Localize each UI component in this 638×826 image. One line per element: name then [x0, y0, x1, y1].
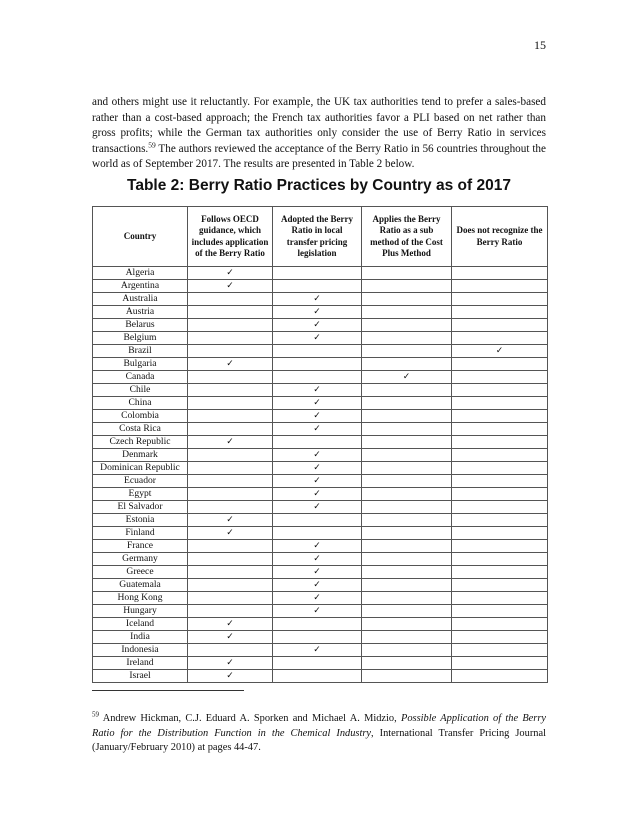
empty-cell: [362, 488, 452, 501]
table-row: [93, 306, 548, 319]
empty-cell: [188, 566, 273, 579]
empty-cell: [362, 384, 452, 397]
empty-cell: [452, 475, 548, 488]
empty-cell: [188, 488, 273, 501]
empty-cell: [362, 319, 452, 332]
header-cost-plus-submethod: Applies the Berry Ratio as a sub method of the Cost Plus Method: [362, 207, 452, 267]
empty-cell: [362, 631, 452, 644]
footnote-authors: Andrew Hickman, C.J. Eduard A. Sporken and Michael A. Midzio,: [99, 713, 401, 724]
check-mark-cell: ✓: [273, 605, 362, 618]
table-row: [93, 566, 548, 579]
empty-cell: [452, 540, 548, 553]
country-cell: Bulgaria: [93, 358, 188, 371]
country-cell: Belgium: [93, 332, 188, 345]
check-mark-cell: ✓: [273, 475, 362, 488]
table-row: [93, 488, 548, 501]
country-cell: China: [93, 397, 188, 410]
empty-cell: [452, 449, 548, 462]
empty-cell: [452, 514, 548, 527]
table-row: [93, 475, 548, 488]
table-row: [93, 332, 548, 345]
empty-cell: [273, 358, 362, 371]
table-row: [93, 540, 548, 553]
table-row: [93, 280, 548, 293]
empty-cell: [452, 332, 548, 345]
empty-cell: [273, 527, 362, 540]
table-row: [93, 657, 548, 670]
empty-cell: [188, 423, 273, 436]
empty-cell: [452, 397, 548, 410]
country-cell: Indonesia: [93, 644, 188, 657]
empty-cell: [188, 397, 273, 410]
table-row: [93, 527, 548, 540]
table-row: [93, 501, 548, 514]
country-cell: Chile: [93, 384, 188, 397]
country-cell: Germany: [93, 553, 188, 566]
table-row: [93, 644, 548, 657]
check-mark-cell: ✓: [273, 449, 362, 462]
check-mark-cell: ✓: [188, 280, 273, 293]
check-mark-cell: ✓: [273, 319, 362, 332]
table-body: [93, 267, 548, 683]
body-paragraph: [92, 95, 546, 173]
check-mark-cell: ✓: [188, 631, 273, 644]
check-mark-cell: ✓: [273, 488, 362, 501]
check-mark-cell: ✓: [273, 410, 362, 423]
empty-cell: [362, 345, 452, 358]
table-row: [93, 345, 548, 358]
empty-cell: [452, 566, 548, 579]
header-country: Country: [93, 207, 188, 267]
table-row: [93, 631, 548, 644]
check-mark-cell: ✓: [273, 540, 362, 553]
empty-cell: [452, 579, 548, 592]
table-row: [93, 553, 548, 566]
footnote-title: Possible Application of the Berry Ratio for the Distribution Function in the Chemical Industry: [92, 713, 546, 739]
country-cell: Canada: [93, 371, 188, 384]
empty-cell: [452, 306, 548, 319]
empty-cell: [452, 293, 548, 306]
check-mark-cell: ✓: [273, 384, 362, 397]
empty-cell: [452, 527, 548, 540]
empty-cell: [188, 410, 273, 423]
table-row: [93, 449, 548, 462]
empty-cell: [188, 293, 273, 306]
empty-cell: [452, 488, 548, 501]
table-row: [93, 267, 548, 280]
empty-cell: [188, 371, 273, 384]
empty-cell: [452, 319, 548, 332]
empty-cell: [188, 592, 273, 605]
empty-cell: [273, 657, 362, 670]
country-cell: Greece: [93, 566, 188, 579]
empty-cell: [452, 423, 548, 436]
empty-cell: [188, 579, 273, 592]
empty-cell: [362, 644, 452, 657]
check-mark-cell: ✓: [188, 618, 273, 631]
check-mark-cell: ✓: [362, 371, 452, 384]
empty-cell: [188, 553, 273, 566]
empty-cell: [188, 475, 273, 488]
country-cell: Colombia: [93, 410, 188, 423]
empty-cell: [188, 449, 273, 462]
country-cell: Denmark: [93, 449, 188, 462]
empty-cell: [452, 358, 548, 371]
empty-cell: [362, 579, 452, 592]
check-mark-cell: ✓: [273, 423, 362, 436]
table-header-row: [93, 207, 548, 267]
empty-cell: [362, 618, 452, 631]
empty-cell: [188, 306, 273, 319]
empty-cell: [452, 618, 548, 631]
empty-cell: [273, 631, 362, 644]
check-mark-cell: ✓: [273, 332, 362, 345]
empty-cell: [362, 514, 452, 527]
table-row: [93, 462, 548, 475]
country-cell: Costa Rica: [93, 423, 188, 436]
empty-cell: [362, 423, 452, 436]
check-mark-cell: ✓: [188, 358, 273, 371]
empty-cell: [188, 462, 273, 475]
empty-cell: [362, 358, 452, 371]
empty-cell: [362, 605, 452, 618]
empty-cell: [362, 397, 452, 410]
empty-cell: [362, 462, 452, 475]
table-row: [93, 384, 548, 397]
table-row: [93, 579, 548, 592]
empty-cell: [362, 592, 452, 605]
empty-cell: [452, 410, 548, 423]
empty-cell: [362, 527, 452, 540]
empty-cell: [362, 475, 452, 488]
country-cell: Guatemala: [93, 579, 188, 592]
check-mark-cell: ✓: [273, 553, 362, 566]
footnote-source: , International Transfer Pricing Journal (January/February 2010) at pages 44-47.: [92, 727, 546, 753]
empty-cell: [362, 449, 452, 462]
header-follows-oecd: Follows OECD guidance, which includes application of the Berry Ratio: [188, 207, 273, 267]
empty-cell: [362, 293, 452, 306]
empty-cell: [188, 384, 273, 397]
country-cell: Czech Republic: [93, 436, 188, 449]
empty-cell: [452, 384, 548, 397]
table-row: [93, 436, 548, 449]
empty-cell: [362, 566, 452, 579]
empty-cell: [362, 553, 452, 566]
empty-cell: [188, 319, 273, 332]
country-cell: Estonia: [93, 514, 188, 527]
check-mark-cell: ✓: [273, 644, 362, 657]
country-cell: Dominican Republic: [93, 462, 188, 475]
empty-cell: [452, 462, 548, 475]
empty-cell: [273, 280, 362, 293]
check-mark-cell: ✓: [188, 436, 273, 449]
empty-cell: [452, 267, 548, 280]
table-row: [93, 514, 548, 527]
empty-cell: [188, 332, 273, 345]
table-row: [93, 397, 548, 410]
empty-cell: [452, 592, 548, 605]
footnote-number: 59: [92, 710, 99, 719]
empty-cell: [452, 436, 548, 449]
country-cell: Egypt: [93, 488, 188, 501]
country-cell: Hong Kong: [93, 592, 188, 605]
empty-cell: [452, 631, 548, 644]
empty-cell: [452, 644, 548, 657]
check-mark-cell: ✓: [273, 293, 362, 306]
country-cell: Austria: [93, 306, 188, 319]
check-mark-cell: ✓: [273, 306, 362, 319]
empty-cell: [362, 332, 452, 345]
country-cell: Australia: [93, 293, 188, 306]
check-mark-cell: ✓: [188, 514, 273, 527]
footnote-reference[interactable]: 59: [148, 139, 156, 149]
empty-cell: [452, 501, 548, 514]
table-row: [93, 410, 548, 423]
check-mark-cell: ✓: [273, 566, 362, 579]
country-cell: France: [93, 540, 188, 553]
empty-cell: [452, 553, 548, 566]
empty-cell: [362, 267, 452, 280]
table-row: [93, 592, 548, 605]
empty-cell: [452, 657, 548, 670]
empty-cell: [273, 371, 362, 384]
table-row: [93, 670, 548, 683]
empty-cell: [362, 501, 452, 514]
table-row: [93, 293, 548, 306]
empty-cell: [273, 345, 362, 358]
country-cell: India: [93, 631, 188, 644]
page-number: 15: [534, 38, 546, 52]
empty-cell: [362, 657, 452, 670]
country-cell: El Salvador: [93, 501, 188, 514]
country-cell: Algeria: [93, 267, 188, 280]
check-mark-cell: ✓: [452, 345, 548, 358]
country-cell: Finland: [93, 527, 188, 540]
footnote: [92, 712, 546, 756]
paragraph-text-before: and others might use it reluctantly. For example, the UK tax authorities tend to prefer a sales-based rather than a cost-based approach; the French tax authorities favor a PLI based on net rather than gross profits; while the German tax authorities only consider the use of Berry Ratio in services transactions.: [92, 96, 546, 155]
table-row: [93, 319, 548, 332]
country-cell: Ireland: [93, 657, 188, 670]
check-mark-cell: ✓: [188, 527, 273, 540]
check-mark-cell: ✓: [273, 501, 362, 514]
empty-cell: [452, 605, 548, 618]
empty-cell: [362, 436, 452, 449]
check-mark-cell: ✓: [188, 267, 273, 280]
check-mark-cell: ✓: [273, 397, 362, 410]
empty-cell: [273, 514, 362, 527]
empty-cell: [362, 670, 452, 683]
table-row: [93, 423, 548, 436]
empty-cell: [362, 540, 452, 553]
country-cell: Argentina: [93, 280, 188, 293]
header-adopted-legislation: Adopted the Berry Ratio in local transfer pricing legislation: [273, 207, 362, 267]
empty-cell: [273, 670, 362, 683]
empty-cell: [452, 280, 548, 293]
country-cell: Hungary: [93, 605, 188, 618]
empty-cell: [273, 618, 362, 631]
table-row: [93, 371, 548, 384]
empty-cell: [188, 605, 273, 618]
table-title: Table 2: Berry Ratio Practices by Country as of 2017: [127, 177, 511, 194]
country-cell: Iceland: [93, 618, 188, 631]
check-mark-cell: ✓: [273, 462, 362, 475]
country-cell: Israel: [93, 670, 188, 683]
empty-cell: [362, 280, 452, 293]
country-cell: Ecuador: [93, 475, 188, 488]
empty-cell: [452, 670, 548, 683]
check-mark-cell: ✓: [188, 670, 273, 683]
empty-cell: [273, 436, 362, 449]
empty-cell: [188, 345, 273, 358]
paragraph-text-after: The authors reviewed the acceptance of the Berry Ratio in 56 countries throughout the world as of September 2017. The results are presented in Table 2 below.: [92, 142, 546, 170]
check-mark-cell: ✓: [273, 592, 362, 605]
empty-cell: [362, 410, 452, 423]
table-row: [93, 358, 548, 371]
empty-cell: [188, 644, 273, 657]
berry-ratio-table: [92, 206, 548, 683]
footnote-divider: [92, 690, 244, 691]
country-cell: Belarus: [93, 319, 188, 332]
table-row: [93, 618, 548, 631]
empty-cell: [452, 371, 548, 384]
empty-cell: [188, 540, 273, 553]
country-cell: Brazil: [93, 345, 188, 358]
empty-cell: [188, 501, 273, 514]
check-mark-cell: ✓: [273, 579, 362, 592]
empty-cell: [273, 267, 362, 280]
empty-cell: [362, 306, 452, 319]
check-mark-cell: ✓: [188, 657, 273, 670]
table-row: [93, 605, 548, 618]
header-does-not-recognize: Does not recognize the Berry Ratio: [452, 207, 548, 267]
